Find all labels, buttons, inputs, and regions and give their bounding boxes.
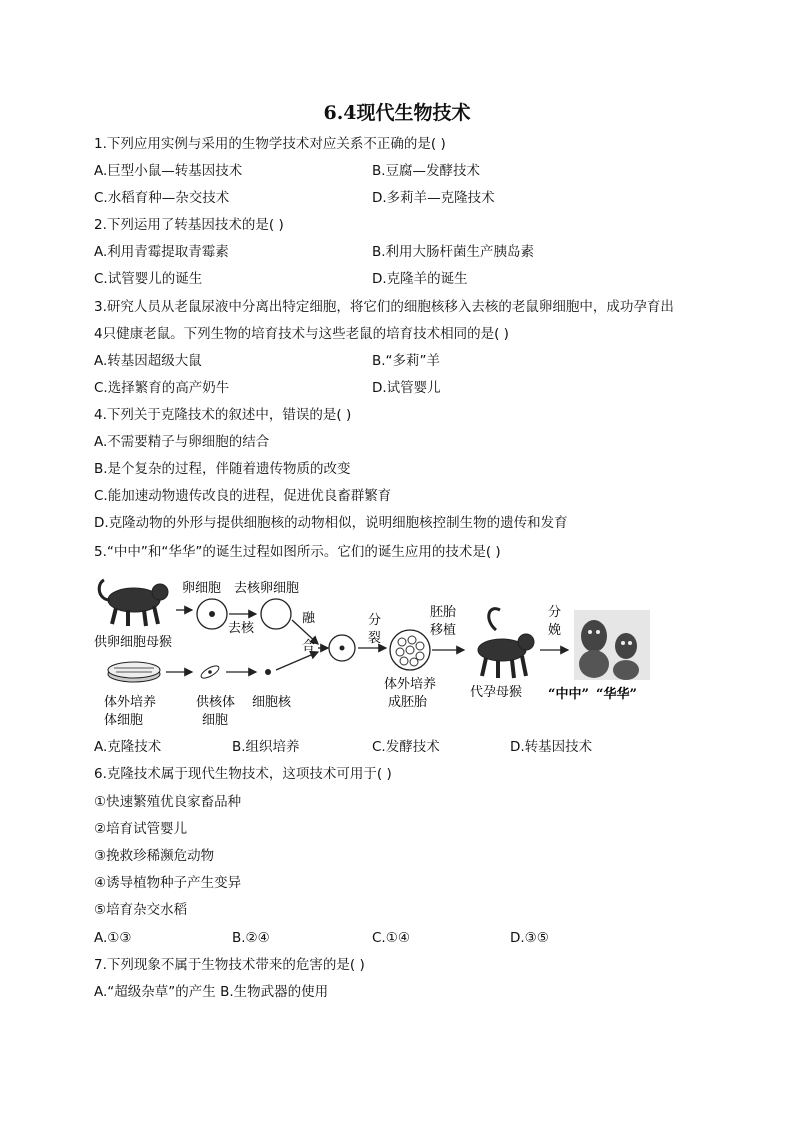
q1-option-b: B.豆腐—发酵技术 [372,163,481,179]
q2-option-b: B.利用大肠杆菌生产胰岛素 [372,244,535,260]
q6-item-3: ③挽救珍稀濒危动物 [94,848,215,864]
fused-cell-nucleus-icon [340,646,345,651]
cloning-process-figure [92,570,652,736]
q1-option-a: A.巨型小鼠—转基因技术 [94,163,243,179]
label-enucleated-egg: 去核卵细胞 [234,581,300,596]
label-nucleus-donor-2: 细胞 [202,713,229,728]
donor-monkey-icon [99,580,168,626]
label-remove-nucleus: 去核 [228,621,255,636]
baby-monkeys-photo-icon [574,610,650,680]
q6-item-5: ⑤培育杂交水稻 [94,902,188,918]
q3-option-d: D.试管婴儿 [372,380,441,396]
q3-option-a: A.转基因超级大鼠 [94,353,202,369]
q6-option-a: A.①③ [94,930,132,946]
q4-option-b: B.是个复杂的过程，伴随着遗传物质的改变 [94,461,351,477]
label-fuse-2: 合 [302,639,316,654]
nucleus-icon [265,669,271,675]
q5-option-d: D.转基因技术 [510,739,593,755]
q4-stem: 4.下列关于克隆技术的叙述中，错误的是( ) [94,407,352,423]
q1-stem: 1.下列应用实例与采用的生物学技术对应关系不正确的是( ) [94,136,446,152]
q3-option-c: C.选择繁育的高产奶牛 [94,380,230,396]
q2-option-d: D.克隆羊的诞生 [372,271,468,287]
q6-stem: 6.克隆技术属于现代生物技术，这项技术可用于( ) [94,766,392,782]
label-donor-monkey: 供卵细胞母猴 [94,635,173,650]
q2-option-c: C.试管婴儿的诞生 [94,271,203,287]
label-divide-2: 裂 [368,631,382,646]
arrow [276,652,318,670]
enucleated-egg-icon [261,599,291,629]
q6-item-1: ①快速繁殖优良家畜品种 [94,794,242,810]
label-culture-2: 体细胞 [104,713,144,728]
q5-option-b: B.组织培养 [232,739,300,755]
q6-option-c: C.①④ [372,930,410,946]
culture-dish-icon [108,662,160,682]
q4-option-d: D.克隆动物的外形与提供细胞核的动物相似，说明细胞核控制生物的遗传和发育 [94,515,568,531]
label-transfer-2: 移植 [430,623,457,638]
donor-cell-nucleus-icon [208,670,212,674]
q7-options-ab: A.“超级杂草”的产生 B.生物武器的使用 [94,984,329,1000]
label-zhongzhong: “中中” [548,687,589,702]
q6-item-4: ④诱导植物种子产生变异 [94,875,242,891]
label-nucleus-donor-1: 供核体 [196,695,236,710]
surrogate-monkey-icon [478,609,534,678]
q3-stem-line1: 3.研究人员从老鼠尿液中分离出特定细胞，将它们的细胞核移入去核的老鼠卵细胞中，成功孕育出 [94,299,674,315]
q3-option-b: B.“多莉”羊 [372,353,441,369]
q7-stem: 7.下列现象不属于生物技术带来的危害的是( ) [94,957,365,973]
q5-option-a: A.克隆技术 [94,739,162,755]
q6-option-b: B.②④ [232,930,270,946]
label-huahua: “华华” [596,687,637,702]
label-embryo-2: 成胚胎 [388,695,428,710]
q2-option-a: A.利用青霉提取青霉素 [94,244,229,260]
label-transfer-1: 胚胎 [430,605,457,620]
embryo-icon [390,630,430,670]
label-fuse-1: 融 [302,611,316,626]
q5-stem: 5.“中中”和“华华”的诞生过程如图所示。它们的诞生应用的技术是( ) [94,544,501,560]
label-birth-2: 娩 [548,623,562,638]
egg-nucleus-icon [209,611,215,617]
label-nucleus: 细胞核 [252,695,292,710]
label-divide-1: 分 [368,613,382,628]
label-embryo-1: 体外培养 [384,677,437,692]
q5-option-c: C.发酵技术 [372,739,440,755]
label-birth-1: 分 [548,605,562,620]
q1-option-c: C.水稻育种—杂交技术 [94,190,230,206]
label-culture-1: 体外培养 [104,695,157,710]
label-egg: 卵细胞 [182,581,222,596]
q3-stem-line2: 4只健康老鼠。下列生物的培育技术与这些老鼠的培育技术相同的是( ) [94,326,509,342]
q1-option-d: D.多莉羊—克隆技术 [372,190,495,206]
q6-item-2: ②培育试管婴儿 [94,821,188,837]
page-title: 6.4现代生物技术 [323,102,471,124]
q2-stem: 2.下列运用了转基因技术的是( ) [94,217,284,233]
q6-option-d: D.③⑤ [510,930,549,946]
q4-option-c: C.能加速动物遗传改良的进程，促进优良畜群繁育 [94,488,392,504]
label-surrogate: 代孕母猴 [470,685,523,700]
q4-option-a: A.不需要精子与卵细胞的结合 [94,434,270,450]
